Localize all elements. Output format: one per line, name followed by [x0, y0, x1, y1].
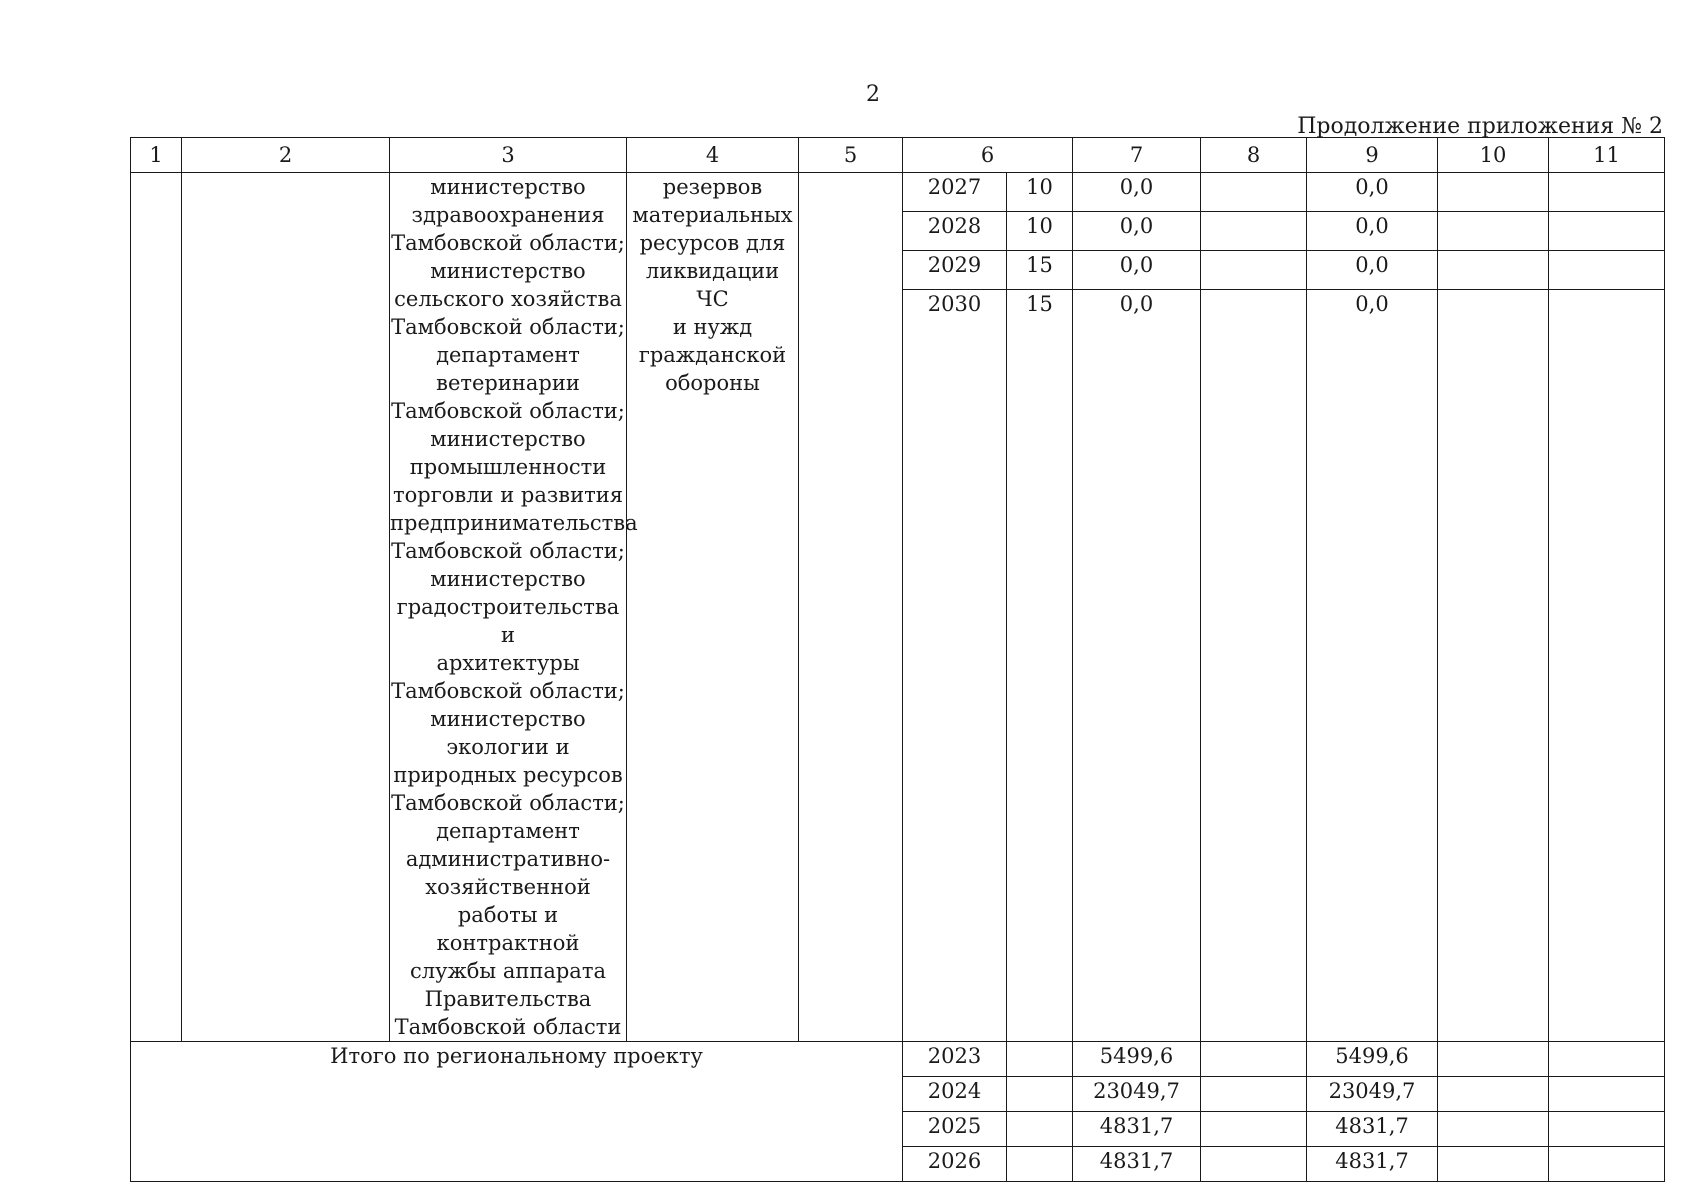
col-header-11: 11 [1549, 138, 1665, 173]
total-col7-cell: 4831,7 [1073, 1112, 1201, 1147]
col7-cell: 0,0 [1073, 212, 1201, 251]
col7-cell: 0,0 [1073, 173, 1201, 212]
col7-cell: 0,0 [1073, 251, 1201, 290]
header-row [131, 138, 1665, 173]
col10-cell [1438, 290, 1549, 1042]
total-col8-cell [1201, 1147, 1307, 1182]
year-cell: 2027 [903, 173, 1007, 212]
total-col8-cell [1201, 1042, 1307, 1077]
col-header-10: 10 [1438, 138, 1549, 173]
total-label: Итого по региональному проекту [131, 1042, 903, 1182]
total-col10-cell [1438, 1112, 1549, 1147]
total-row [131, 1042, 1665, 1077]
year-cell: 2028 [903, 212, 1007, 251]
col-header-5: 5 [799, 138, 903, 173]
col-header-6: 6 [903, 138, 1073, 173]
indicator-cell: 15 [1007, 251, 1073, 290]
continuation-label: Продолжение приложения № 2 [1297, 114, 1663, 139]
indicator-cell: 10 [1007, 212, 1073, 251]
total-year-cell: 2023 [903, 1042, 1007, 1077]
executors-cell: министерство здравоохранения Тамбовской области; министерство сельского хозяйства Тамбовской области; департамент ветеринарии Тамбовской области; министерство промышленности торговли и развития предпринимательства Тамбовской области; министерство градостроительства и архитектуры Тамбовской области; министерство экологии и природных ресурсов Тамбовской области; департамент административно- хозяйственной работы и контрактной службы аппарата Правительства Тамбовской области [390, 173, 627, 1042]
appendix-table [130, 137, 1665, 1182]
col-header-7: 7 [1073, 138, 1201, 173]
col-header-3: 3 [390, 138, 627, 173]
description-cell: резервов материальных ресурсов для ликвидации ЧС и нужд гражданской обороны [627, 173, 799, 1042]
total-col11-cell [1549, 1147, 1665, 1182]
total-col7-cell: 23049,7 [1073, 1077, 1201, 1112]
col9-cell: 0,0 [1307, 173, 1438, 212]
col-header-1: 1 [131, 138, 182, 173]
total-col11-cell [1549, 1112, 1665, 1147]
total-col11-cell [1549, 1042, 1665, 1077]
total-year-cell: 2026 [903, 1147, 1007, 1182]
table-row [131, 173, 1665, 212]
col9-cell: 0,0 [1307, 251, 1438, 290]
total-col10-cell [1438, 1147, 1549, 1182]
total-col11-cell [1549, 1077, 1665, 1112]
col9-cell: 0,0 [1307, 212, 1438, 251]
year-cell: 2030 [903, 290, 1007, 1042]
col8-cell [1201, 290, 1307, 1042]
indicator-cell: 15 [1007, 290, 1073, 1042]
cell-col5 [799, 173, 903, 1042]
total-col9-cell: 5499,6 [1307, 1042, 1438, 1077]
total-indicator-cell [1007, 1042, 1073, 1077]
page-number: 2 [866, 82, 880, 107]
col-header-9: 9 [1307, 138, 1438, 173]
col10-cell [1438, 212, 1549, 251]
col8-cell [1201, 173, 1307, 212]
cell-col2 [182, 173, 390, 1042]
indicator-cell: 10 [1007, 173, 1073, 212]
col10-cell [1438, 173, 1549, 212]
col7-cell: 0,0 [1073, 290, 1201, 1042]
total-col9-cell: 23049,7 [1307, 1077, 1438, 1112]
total-col9-cell: 4831,7 [1307, 1147, 1438, 1182]
col10-cell [1438, 251, 1549, 290]
col11-cell [1549, 173, 1665, 212]
total-indicator-cell [1007, 1077, 1073, 1112]
col8-cell [1201, 212, 1307, 251]
total-year-cell: 2025 [903, 1112, 1007, 1147]
total-col7-cell: 4831,7 [1073, 1147, 1201, 1182]
total-col7-cell: 5499,6 [1073, 1042, 1201, 1077]
col11-cell [1549, 251, 1665, 290]
total-indicator-cell [1007, 1112, 1073, 1147]
col-header-2: 2 [182, 138, 390, 173]
total-indicator-cell [1007, 1147, 1073, 1182]
cell-col1 [131, 173, 182, 1042]
total-col8-cell [1201, 1112, 1307, 1147]
col11-cell [1549, 290, 1665, 1042]
col8-cell [1201, 251, 1307, 290]
total-col8-cell [1201, 1077, 1307, 1112]
col9-cell: 0,0 [1307, 290, 1438, 1042]
col-header-4: 4 [627, 138, 799, 173]
total-col9-cell: 4831,7 [1307, 1112, 1438, 1147]
col-header-8: 8 [1201, 138, 1307, 173]
total-col10-cell [1438, 1077, 1549, 1112]
total-year-cell: 2024 [903, 1077, 1007, 1112]
total-col10-cell [1438, 1042, 1549, 1077]
year-cell: 2029 [903, 251, 1007, 290]
col11-cell [1549, 212, 1665, 251]
